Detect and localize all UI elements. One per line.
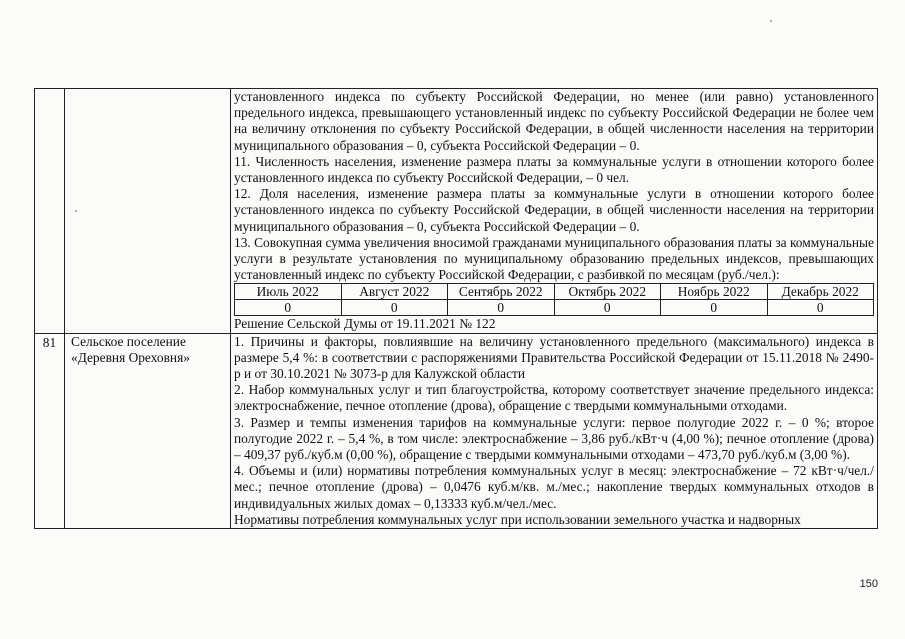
month-header: Декабрь 2022 xyxy=(767,284,874,300)
paragraph: установленного индекса по субъекту Российской Федерации, но менее (или равно) установленного предельного индекса, превышающего установленный индекс по субъекту Российской Федерации не более чем на величину отклонения по субъекту Российской Федерации, в общей численности населения на территории муниципального образования – 0, субъекта Российской Федерации – 0. xyxy=(234,89,874,153)
details-cell xyxy=(231,89,878,334)
settlement-name-cell xyxy=(65,89,231,334)
settlement-name-cell xyxy=(65,333,231,528)
paragraph: 1. Причины и факторы, повлиявшие на величину установленного предельного (максимального) индекса в размере 5,4 %: в соответствии с распоряжениями Правительства Российской Федерации от 15.11.2018 № 2490-р и от 30.10.2021 № 3073-р для Калужской области xyxy=(234,333,874,382)
month-header: Октябрь 2022 xyxy=(554,284,661,300)
settlement-name-line: «Деревня Ореховня» xyxy=(71,349,190,365)
month-value-row xyxy=(235,300,874,316)
paragraph: 4. Объемы и (или) нормативы потребления коммунальных услуг в месяц: электроснабжение – 72 кВт·ч/чел./мес.; печное отопление (дрова) – 0,0476 куб.м/кв. м./мес.; накопление твердых коммунальных отходов в индивидуальных жилых домах – 0,13333 куб.м/чел./мес. xyxy=(234,463,874,511)
decision-reference: Решение Сельской Думы от 19.11.2021 № 122 xyxy=(234,316,496,332)
paragraph: Нормативы потребления коммунальных услуг при использовании земельного участка и надворных xyxy=(234,511,801,527)
paragraph: 2. Набор коммунальных услуг и тип благоустройства, которому соответствует значение предельного индекса: электроснабжение, печное отопление (дрова), обращение с твердыми коммунальными отходами. xyxy=(234,382,874,414)
month-value: 0 xyxy=(235,300,342,316)
table-row xyxy=(35,333,878,528)
month-value: 0 xyxy=(661,300,768,316)
page-number: 150 xyxy=(859,578,878,590)
paragraph: 12. Доля населения, изменение размера платы за коммунальные услуги в отношении которого более установленного индекса по субъекту Российской Федерации, в общей численности населения на территории муниципального образования – 0, субъекта Российской Федерации – 0. xyxy=(234,186,874,234)
table-row xyxy=(35,89,878,334)
monthly-increase-table xyxy=(234,283,874,316)
paragraph: 13. Совокупная сумма увеличения вносимой гражданами муниципального образования платы за коммунальные услуги в результате установления по муниципальному образованию предельных индексов, превышающих установленный индекс по субъекту Российской Федерации, с разбивкой по месяцам (руб./чел.): xyxy=(234,234,874,283)
month-header: Ноябрь 2022 xyxy=(661,284,768,300)
month-header-row xyxy=(235,284,874,300)
month-value: 0 xyxy=(341,300,448,316)
month-header: Сентябрь 2022 xyxy=(448,284,555,300)
month-header: Июль 2022 xyxy=(235,284,342,300)
month-value: 0 xyxy=(448,300,555,316)
row-number-cell xyxy=(35,89,65,334)
paragraph: 3. Размер и темпы изменения тарифов на коммунальные услуги: первое полугодие 2022 г. – 0 %; второе полугодие 2022 г. – 5,4 %, в том числе: электроснабжение – 3,86 руб./кВт·ч (4,00 %); печное отопление (дрова) – 409,37 руб./куб.м (0,00 %), обращение с твердыми коммунальными отходами – 473,70 руб./куб.м (3,00 %). xyxy=(234,414,874,463)
scan-speck xyxy=(770,20,772,22)
month-value: 0 xyxy=(767,300,874,316)
row-number-cell: 81 xyxy=(35,333,65,528)
month-value: 0 xyxy=(554,300,661,316)
scan-speck xyxy=(75,210,77,212)
paragraph: 11. Численность населения, изменение размера платы за коммунальные услуги в отношении которого более установленного индекса по субъекту Российской Федерации, – 0 чел. xyxy=(234,153,874,186)
tariff-table xyxy=(34,88,878,529)
details-cell xyxy=(231,333,878,528)
settlement-name-line: Сельское поселение xyxy=(71,333,186,349)
month-header: Август 2022 xyxy=(341,284,448,300)
